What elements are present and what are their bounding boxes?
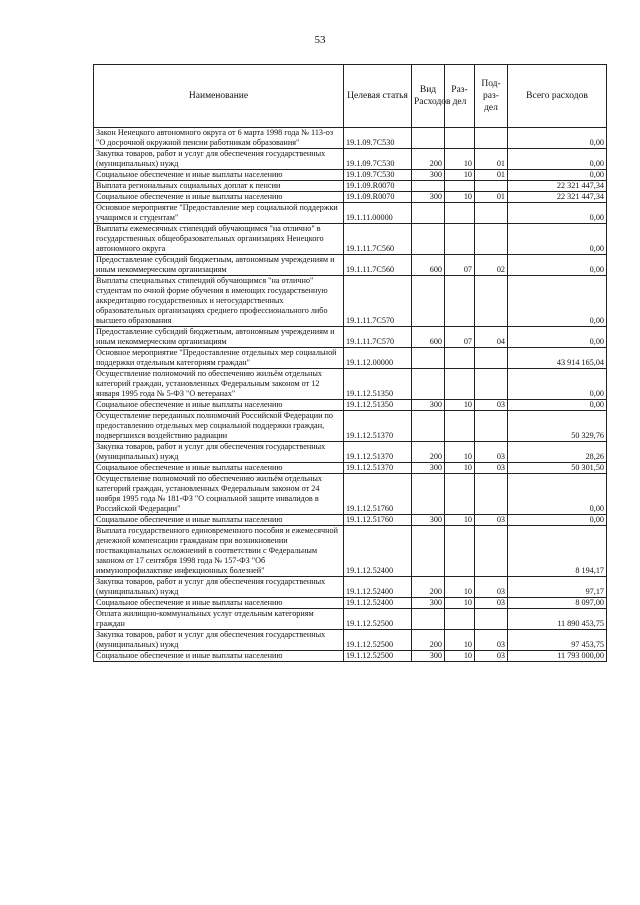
cell-kind [412,411,445,442]
cell-name: Выплаты специальных стипендий обучающимся "на отлично" студентам по очной форме обучения в имеющих государственную аккредитацию государственных и негосударственных образовательных организациях среднего профессионального либо высшего образования [94,276,344,327]
cell-section: 10 [445,192,475,203]
cell-name: Социальное обеспечение и иные выплаты населению [94,170,344,181]
cell-section: 10 [445,149,475,170]
cell-section [445,369,475,400]
cell-name: Закупка товаров, работ и услуг для обеспечения государственных (муниципальных) нужд [94,149,344,170]
cell-kind [412,348,445,369]
table-row [94,276,607,327]
cell-subsection: 04 [475,327,508,348]
cell-kind: 200 [412,630,445,651]
cell-name: Предоставление субсидий бюджетным, автономным учреждениям и иным некоммерческим организациям [94,255,344,276]
cell-total: 50 329,76 [508,411,607,442]
cell-kind: 300 [412,463,445,474]
header-subsection: Под-раз-дел [475,65,508,128]
cell-total: 0,00 [508,224,607,255]
table-row [94,348,607,369]
header-target: Целевая статья [344,65,412,128]
cell-target: 19.1.12.52500 [344,609,412,630]
cell-name: Выплаты ежемесячных стипендий обучающимся "на отлично" в государственных общеобразовательных организациях Ненецкого автономного округа [94,224,344,255]
cell-section: 07 [445,327,475,348]
cell-subsection: 01 [475,170,508,181]
cell-kind: 600 [412,255,445,276]
cell-name: Предоставление субсидий бюджетным, автономным учреждениям и иным некоммерческим организациям [94,327,344,348]
table-row [94,400,607,411]
cell-section [445,181,475,192]
cell-name: Выплата государственного единовременного пособия и ежемесячной денежной компенсации гражданам при возникновении поствакцинальных осложнений в соответствии с Федеральным законом от 17 сентября 1998 года № 157-ФЗ "Об иммунопрофилактике инфекционных болезней" [94,526,344,577]
cell-target: 19.1.12.51370 [344,442,412,463]
cell-total: 97,17 [508,577,607,598]
cell-total: 0,00 [508,170,607,181]
table-row [94,255,607,276]
cell-name: Закон Ненецкого автономного округа от 6 марта 1998 года № 113-оз "О досрочной окружной пенсии работникам образования" [94,128,344,149]
table-row [94,411,607,442]
cell-subsection: 03 [475,515,508,526]
cell-kind: 200 [412,577,445,598]
cell-name: Социальное обеспечение и иные выплаты населению [94,400,344,411]
cell-total: 11 890 453,75 [508,609,607,630]
cell-section: 10 [445,651,475,662]
cell-target: 19.1.12.51350 [344,369,412,400]
cell-section: 10 [445,630,475,651]
cell-subsection [475,128,508,149]
cell-kind [412,276,445,327]
table-row [94,192,607,203]
cell-target: 19.1.11.00000 [344,203,412,224]
cell-kind [412,181,445,192]
cell-total: 0,00 [508,369,607,400]
cell-total: 0,00 [508,474,607,515]
cell-total: 8 097,00 [508,598,607,609]
cell-section: 10 [445,463,475,474]
cell-subsection [475,181,508,192]
cell-target: 19.1.12.51760 [344,474,412,515]
cell-subsection: 03 [475,442,508,463]
cell-name: Социальное обеспечение и иные выплаты населению [94,651,344,662]
cell-total: 0,00 [508,255,607,276]
cell-target: 19.1.12.51370 [344,411,412,442]
cell-kind: 300 [412,192,445,203]
cell-total: 0,00 [508,149,607,170]
table-row [94,515,607,526]
cell-total: 28,26 [508,442,607,463]
cell-kind [412,526,445,577]
cell-subsection [475,276,508,327]
cell-total: 0,00 [508,515,607,526]
cell-total: 0,00 [508,128,607,149]
cell-name: Осуществление переданных полномочий Российской Федерации по предоставлению отдельных мер социальной поддержки граждан, подвергшихся воздействию радиации [94,411,344,442]
table-row [94,128,607,149]
cell-section: 10 [445,400,475,411]
cell-subsection: 03 [475,577,508,598]
cell-subsection: 03 [475,651,508,662]
cell-section [445,526,475,577]
cell-subsection: 03 [475,630,508,651]
cell-target: 19.1.09.7С530 [344,128,412,149]
cell-target: 19.1.12.52400 [344,526,412,577]
cell-subsection [475,609,508,630]
cell-total: 50 301,50 [508,463,607,474]
cell-section [445,609,475,630]
table-row [94,463,607,474]
cell-subsection [475,369,508,400]
cell-name: Основное мероприятие "Предоставление мер социальной поддержки учащимся и студентам" [94,203,344,224]
cell-subsection: 03 [475,400,508,411]
cell-target: 19.1.12.51370 [344,463,412,474]
cell-subsection: 03 [475,463,508,474]
cell-kind: 300 [412,400,445,411]
cell-kind [412,203,445,224]
page-number: 53 [314,34,326,46]
header-total: Всего расходов [508,65,607,128]
table-row [94,474,607,515]
cell-name: Закупка товаров, работ и услуг для обеспечения государственных (муниципальных) нужд [94,577,344,598]
cell-total: 0,00 [508,327,607,348]
cell-name: Оплата жилищно-коммунальных услуг отдельным категориям граждан [94,609,344,630]
cell-subsection [475,203,508,224]
cell-target: 19.1.09.R0070 [344,181,412,192]
cell-kind: 300 [412,598,445,609]
cell-target: 19.1.12.52400 [344,577,412,598]
header-kind: Вид Расходов [412,65,445,128]
cell-total: 0,00 [508,276,607,327]
cell-subsection [475,474,508,515]
cell-section [445,128,475,149]
table-row [94,149,607,170]
cell-name: Выплата региональных социальных доплат к пенсии [94,181,344,192]
cell-target: 19.1.12.52400 [344,598,412,609]
cell-name: Основное мероприятие "Предоставление отдельных мер социальной поддержки отдельным категориям граждан" [94,348,344,369]
table-row [94,369,607,400]
cell-section [445,474,475,515]
cell-kind: 300 [412,170,445,181]
cell-kind [412,609,445,630]
table-row [94,442,607,463]
table-row [94,526,607,577]
cell-kind [412,369,445,400]
cell-kind [412,128,445,149]
table-row [94,327,607,348]
cell-section [445,203,475,224]
cell-total: 0,00 [508,203,607,224]
table-header-row [94,65,607,128]
cell-kind: 200 [412,442,445,463]
cell-total: 97 453,75 [508,630,607,651]
table-row [94,609,607,630]
cell-total: 11 793 000,00 [508,651,607,662]
cell-target: 19.1.09.7С530 [344,149,412,170]
cell-section: 10 [445,515,475,526]
cell-section: 10 [445,577,475,598]
header-section: Раз-дел [445,65,475,128]
cell-subsection [475,224,508,255]
cell-subsection [475,526,508,577]
cell-subsection: 03 [475,598,508,609]
cell-name: Осуществление полномочий по обеспечению жильём отдельных категорий граждан, установленных Федеральным законом от 12 января 1995 года № 5-ФЗ "О ветеранах" [94,369,344,400]
table-body [94,128,607,662]
cell-kind: 200 [412,149,445,170]
cell-subsection: 01 [475,192,508,203]
cell-target: 19.1.11.7С570 [344,276,412,327]
cell-subsection [475,348,508,369]
cell-section: 10 [445,170,475,181]
cell-total: 43 914 165,04 [508,348,607,369]
cell-target: 19.1.09.R0070 [344,192,412,203]
cell-total: 8 194,17 [508,526,607,577]
cell-target: 19.1.12.52500 [344,651,412,662]
header-name: Наименование [94,65,344,128]
cell-total: 0,00 [508,400,607,411]
cell-kind: 300 [412,515,445,526]
table-row [94,181,607,192]
cell-name: Закупка товаров, работ и услуг для обеспечения государственных (муниципальных) нужд [94,442,344,463]
cell-name: Осуществление полномочий по обеспечению жильём отдельных категорий граждан, установленных Федеральным законом от 24 ноября 1995 года № 181-ФЗ "О социальной защите инвалидов в Российской Федерации" [94,474,344,515]
cell-kind [412,224,445,255]
cell-section [445,276,475,327]
table-row [94,651,607,662]
cell-section [445,348,475,369]
cell-section: 07 [445,255,475,276]
cell-kind [412,474,445,515]
cell-target: 19.1.11.7С570 [344,327,412,348]
cell-kind: 600 [412,327,445,348]
table-row [94,577,607,598]
cell-total: 22 321 447,34 [508,181,607,192]
cell-target: 19.1.11.7С560 [344,224,412,255]
table-row [94,170,607,181]
cell-target: 19.1.12.52500 [344,630,412,651]
cell-section: 10 [445,442,475,463]
cell-section: 10 [445,598,475,609]
cell-section [445,224,475,255]
cell-kind: 300 [412,651,445,662]
cell-name: Социальное обеспечение и иные выплаты населению [94,515,344,526]
cell-name: Социальное обеспечение и иные выплаты населению [94,598,344,609]
cell-subsection: 01 [475,149,508,170]
cell-subsection: 02 [475,255,508,276]
budget-table [93,64,607,662]
cell-name: Закупка товаров, работ и услуг для обеспечения государственных (муниципальных) нужд [94,630,344,651]
table-row [94,598,607,609]
cell-name: Социальное обеспечение и иные выплаты населению [94,463,344,474]
table-row [94,224,607,255]
cell-target: 19.1.12.00000 [344,348,412,369]
cell-target: 19.1.09.7С530 [344,170,412,181]
cell-name: Социальное обеспечение и иные выплаты населению [94,192,344,203]
cell-target: 19.1.12.51350 [344,400,412,411]
cell-target: 19.1.12.51760 [344,515,412,526]
cell-subsection [475,411,508,442]
cell-total: 22 321 447,34 [508,192,607,203]
table-row [94,203,607,224]
table-row [94,630,607,651]
cell-section [445,411,475,442]
cell-target: 19.1.11.7С560 [344,255,412,276]
